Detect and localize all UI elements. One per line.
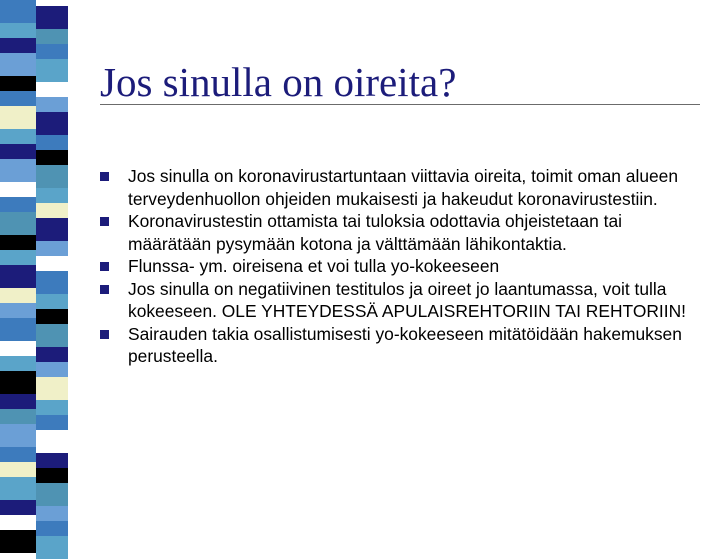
square-bullet-icon bbox=[100, 330, 109, 339]
stripe-block bbox=[36, 135, 68, 150]
slide-title: Jos sinulla on oireita? bbox=[100, 59, 457, 105]
stripe-block bbox=[0, 53, 36, 76]
stripe-block bbox=[0, 144, 36, 159]
stripe-block bbox=[36, 188, 68, 203]
decorative-side-stripe bbox=[0, 0, 70, 540]
stripe-block bbox=[0, 129, 36, 144]
stripe-block bbox=[0, 91, 36, 106]
stripe-block bbox=[36, 271, 68, 294]
stripe-block bbox=[0, 530, 36, 553]
stripe-block bbox=[0, 106, 36, 129]
stripe-block bbox=[36, 415, 68, 430]
bullet-text: Sairauden takia osallistumisesti yo-kokeeseen mitätöidään hakemuksen perusteella. bbox=[128, 323, 682, 366]
stripe-block bbox=[0, 356, 36, 371]
stripe-block bbox=[0, 265, 36, 288]
stripe-block bbox=[0, 159, 36, 182]
stripe-block bbox=[36, 241, 68, 256]
stripe-block bbox=[36, 324, 68, 347]
stripe-block bbox=[0, 462, 36, 477]
stripe-block bbox=[0, 371, 36, 394]
stripe-block bbox=[36, 506, 68, 521]
bullet-list bbox=[100, 165, 695, 368]
bullet-item bbox=[100, 255, 695, 278]
stripe-block bbox=[0, 38, 36, 53]
bullet-text: Flunssa- ym. oireisena et voi tulla yo-kokeeseen bbox=[128, 256, 500, 276]
stripe-block bbox=[36, 430, 68, 453]
stripe-block bbox=[36, 483, 68, 506]
stripe-block bbox=[36, 59, 68, 82]
stripe-block bbox=[36, 309, 68, 324]
stripe-block bbox=[36, 6, 68, 29]
stripe-block bbox=[36, 347, 68, 362]
stripe-block bbox=[0, 318, 36, 341]
stripe-block bbox=[36, 294, 68, 309]
stripe-block bbox=[0, 76, 36, 91]
stripe-block bbox=[36, 362, 68, 377]
stripe-block bbox=[0, 394, 36, 409]
stripe-block bbox=[0, 477, 36, 500]
stripe-block bbox=[0, 212, 36, 235]
bullet-item bbox=[100, 210, 695, 255]
stripe-block bbox=[36, 218, 68, 241]
stripe-block bbox=[0, 250, 36, 265]
stripe-block bbox=[36, 536, 68, 559]
stripe-block bbox=[0, 447, 36, 462]
stripe-block bbox=[36, 203, 68, 218]
stripe-block bbox=[0, 23, 36, 38]
bullet-item bbox=[100, 165, 695, 210]
stripe-block bbox=[36, 29, 68, 44]
stripe-block bbox=[36, 165, 68, 188]
bullet-item bbox=[100, 323, 695, 368]
square-bullet-icon bbox=[100, 217, 109, 226]
stripe-block bbox=[36, 112, 68, 135]
stripe-block bbox=[36, 44, 68, 59]
square-bullet-icon bbox=[100, 262, 109, 271]
stripe-block bbox=[0, 341, 36, 356]
stripe-block bbox=[0, 424, 36, 447]
stripe-block bbox=[36, 256, 68, 271]
stripe-block bbox=[0, 500, 36, 515]
stripe-block bbox=[0, 409, 36, 424]
stripe-block bbox=[0, 182, 36, 197]
stripe-block bbox=[0, 197, 36, 212]
stripe-block bbox=[36, 521, 68, 536]
bullet-text: Jos sinulla on koronavirustartuntaan viittavia oireita, toimit oman alueen terveydenhuollon ohjeiden mukaisesti ja hakeudut koronavirustestiin. bbox=[128, 166, 679, 209]
stripe-block bbox=[36, 97, 68, 112]
bullet-text: Jos sinulla on negatiivinen testitulos ja oireet jo laantumassa, voit tulla kokeeseen. OLE YHTEYDESSÄ APULAISREHTORIIN TAI REHTORIIN! bbox=[128, 278, 686, 321]
stripe-block bbox=[0, 515, 36, 530]
stripe-block bbox=[36, 468, 68, 483]
stripe-block bbox=[0, 288, 36, 303]
stripe-block bbox=[0, 303, 36, 318]
bullet-item bbox=[100, 278, 695, 323]
square-bullet-icon bbox=[100, 285, 109, 294]
stripe-block bbox=[0, 235, 36, 250]
stripe-block bbox=[36, 82, 68, 97]
square-bullet-icon bbox=[100, 172, 109, 181]
title-divider bbox=[100, 104, 700, 105]
stripe-block bbox=[0, 0, 36, 23]
stripe-block bbox=[36, 377, 68, 400]
stripe-block bbox=[36, 150, 68, 165]
stripe-block bbox=[36, 453, 68, 468]
stripe-block bbox=[36, 400, 68, 415]
bullet-text: Koronavirustestin ottamista tai tuloksia odottavia ohjeistetaan tai määrätään pysymään kotona ja välttämään lähikontaktia. bbox=[128, 211, 622, 254]
